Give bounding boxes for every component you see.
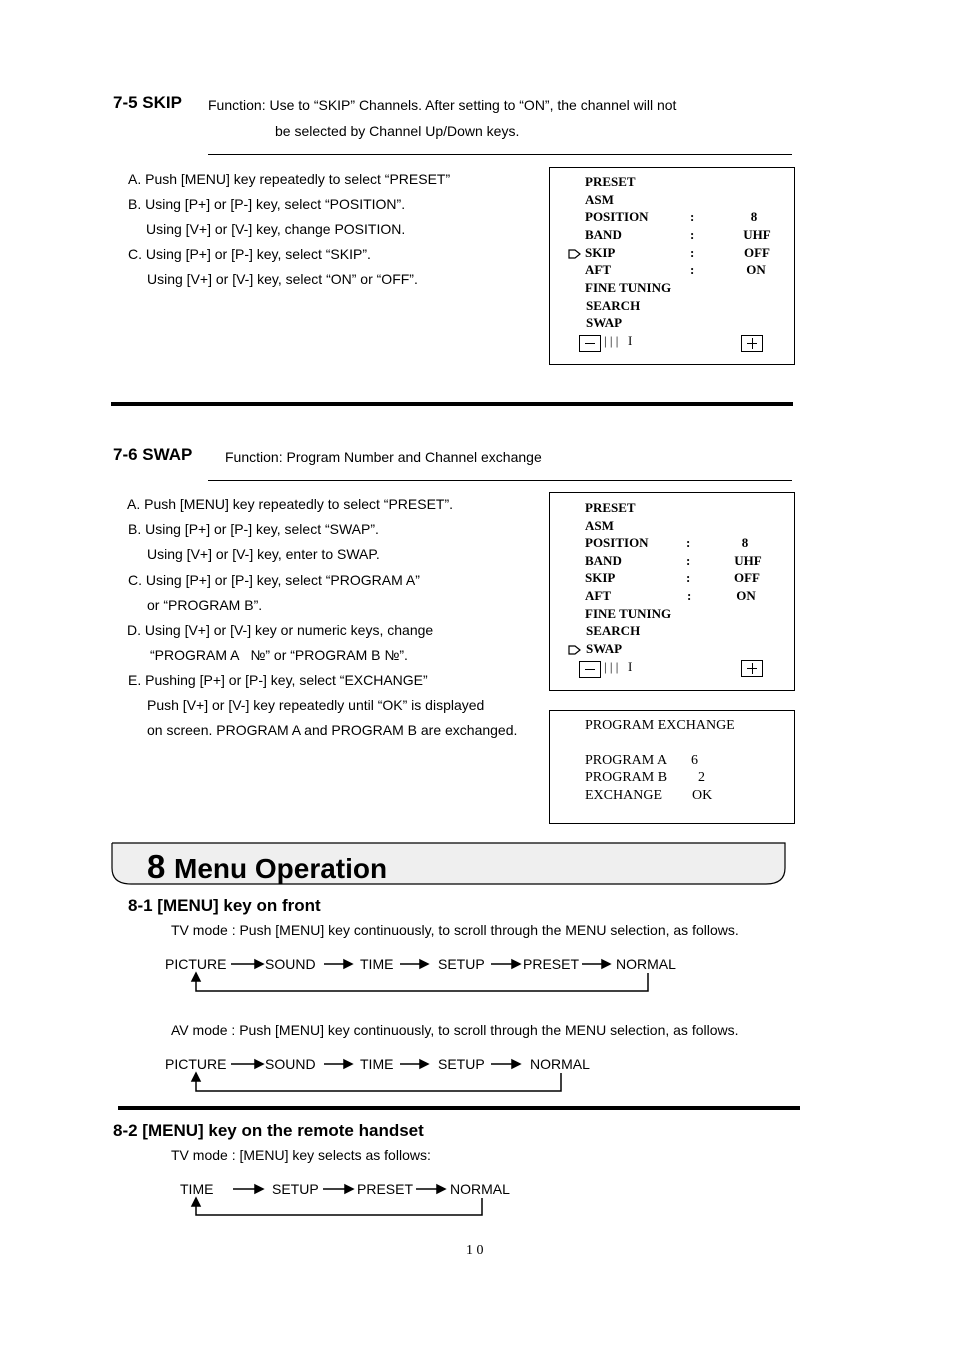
- section-title-skip: 7-5 SKIP: [113, 93, 182, 112]
- swap-step: A. Push [MENU] key repeatedly to select “PRESET”.: [127, 496, 454, 512]
- osd-colon: :: [690, 209, 695, 224]
- osd-colon: :: [686, 553, 691, 568]
- osd-value: OFF: [734, 570, 760, 585]
- flow-item: NORMAL: [450, 1181, 510, 1197]
- osd-label: SKIP: [585, 570, 616, 585]
- av-mode-description: AV mode : Push [MENU] key continuously, to scroll through the MENU selection, as follows.: [171, 1022, 739, 1038]
- osd-label-selected: SWAP: [586, 641, 623, 656]
- flow-item: PICTURE: [165, 956, 227, 972]
- osd-label: SWAP: [586, 315, 623, 330]
- exchange-value: OK: [692, 788, 713, 803]
- remote-flow-arrows: [150, 1180, 500, 1220]
- osd-colon: :: [690, 245, 695, 260]
- osd-label: FINE TUNING: [585, 280, 672, 295]
- osd-label: POSITION: [585, 535, 649, 550]
- flow-item: SOUND: [265, 956, 316, 972]
- flow-item: NORMAL: [530, 1056, 590, 1072]
- osd-label: BAND: [585, 553, 622, 568]
- exchange-value: 6: [691, 753, 698, 768]
- skip-step: Using [V+] or [V-] key, select “ON” or “OFF”.: [147, 271, 418, 287]
- skip-function-line1: Function: Use to “SKIP” Channels. After setting to “ON”, the channel will not: [208, 97, 677, 113]
- osd-colon: :: [686, 535, 691, 550]
- exchange-label: PROGRAM A: [585, 753, 668, 768]
- osd-colon: :: [690, 262, 695, 277]
- osd-label-selected: SKIP: [585, 245, 616, 260]
- swap-step: Push [V+] or [V-] key repeatedly until “OK” is displayed: [147, 697, 485, 713]
- osd-label: AFT: [585, 262, 611, 277]
- flow-item: PRESET: [357, 1181, 414, 1197]
- swap-step: C. Using [P+] or [P-] key, select “PROGRAM A”: [128, 572, 420, 588]
- exchange-value: 2: [698, 770, 705, 785]
- osd-label: FINE TUNING: [585, 606, 672, 621]
- plus-icon: [741, 660, 763, 677]
- exchange-title: PROGRAM EXCHANGE: [585, 718, 735, 733]
- flow-item: TIME: [360, 1056, 394, 1072]
- swap-step: or “PROGRAM B”.: [147, 597, 263, 613]
- osd-level-ticks: | | | I: [604, 659, 633, 674]
- osd-value: UHF: [734, 553, 762, 568]
- skip-step: Using [V+] or [V-] key, change POSITION.: [146, 221, 406, 237]
- osd-value: UHF: [743, 227, 771, 242]
- flow-item: TIME: [180, 1181, 214, 1197]
- osd-label: ASM: [585, 518, 614, 533]
- swap-step: E. Pushing [P+] or [P-] key, select “EXCHANGE”: [128, 672, 428, 688]
- osd-value: ON: [746, 262, 766, 277]
- remote-tv-mode-description: TV mode : [MENU] key selects as follows:: [171, 1147, 431, 1163]
- skip-osd-menu: [549, 167, 795, 365]
- swap-osd-menu: [549, 492, 795, 691]
- osd-label: AFT: [585, 588, 611, 603]
- exchange-label: PROGRAM B: [585, 770, 668, 785]
- osd-colon: :: [686, 570, 691, 585]
- flow-item: PICTURE: [165, 1056, 227, 1072]
- exchange-label: EXCHANGE: [585, 788, 662, 803]
- swap-divider: [208, 480, 792, 481]
- swap-step: D. Using [V+] or [V-] key or numeric keys, change: [127, 622, 434, 638]
- section-title-swap: 7-6 SWAP: [113, 445, 193, 464]
- plus-icon: [741, 335, 763, 352]
- osd-colon: :: [690, 227, 695, 242]
- pointer-arrow-icon: [568, 643, 582, 657]
- swap-step: B. Using [P+] or [P-] key, select “SWAP”.: [128, 521, 379, 537]
- minus-icon: [579, 335, 601, 352]
- skip-step: A. Push [MENU] key repeatedly to select “PRESET”: [128, 171, 451, 187]
- swap-step: “PROGRAM A №” or “PROGRAM B №”.: [150, 647, 408, 663]
- av-flow-arrows: [150, 1055, 580, 1095]
- section-divider-thick: [118, 1106, 800, 1110]
- osd-label: ASM: [585, 192, 614, 207]
- skip-step: B. Using [P+] or [P-] key, select “POSITION”.: [128, 196, 406, 212]
- osd-label: PRESET: [585, 500, 636, 515]
- flow-item: SOUND: [265, 1056, 316, 1072]
- swap-step: Using [V+] or [V-] key, enter to SWAP.: [147, 546, 380, 562]
- chapter-header: [111, 842, 787, 886]
- osd-value: 8: [750, 209, 758, 224]
- page-number: 1 0: [466, 1243, 484, 1258]
- tv-mode-description: TV mode : Push [MENU] key continuously, to scroll through the MENU selection, as follows.: [171, 922, 739, 938]
- section-divider-thick: [111, 402, 793, 406]
- program-exchange-osd: [549, 710, 795, 824]
- osd-value: OFF: [744, 245, 770, 260]
- osd-label: SEARCH: [586, 623, 641, 638]
- skip-divider: [208, 154, 792, 155]
- flow-item: PRESET: [523, 956, 580, 972]
- flow-item: SETUP: [438, 1056, 485, 1072]
- osd-value: ON: [736, 588, 756, 603]
- chapter-title: Menu Operation: [174, 853, 388, 884]
- chapter-number: 8: [147, 848, 166, 885]
- osd-label: BAND: [585, 227, 622, 242]
- osd-level-ticks: | | | I: [604, 333, 633, 348]
- flow-item: TIME: [360, 956, 394, 972]
- flow-item: SETUP: [438, 956, 485, 972]
- osd-label: SEARCH: [586, 298, 641, 313]
- osd-colon: :: [687, 588, 692, 603]
- section-title-menu-remote: 8-2 [MENU] key on the remote handset: [113, 1121, 424, 1140]
- swap-step: on screen. PROGRAM A and PROGRAM B are exchanged.: [147, 722, 518, 738]
- minus-icon: [579, 661, 601, 678]
- osd-label: POSITION: [585, 209, 649, 224]
- flow-item: SETUP: [272, 1181, 319, 1197]
- osd-value: 8: [741, 535, 749, 550]
- pointer-arrow-icon: [568, 247, 582, 261]
- osd-label: PRESET: [585, 174, 636, 189]
- swap-function: Function: Program Number and Channel exchange: [225, 449, 542, 465]
- flow-item: NORMAL: [616, 956, 676, 972]
- skip-function-line2: be selected by Channel Up/Down keys.: [275, 123, 520, 139]
- section-title-menu-front: 8-1 [MENU] key on front: [128, 896, 321, 915]
- skip-step: C. Using [P+] or [P-] key, select “SKIP”.: [128, 246, 371, 262]
- tv-flow-arrows: [150, 955, 670, 995]
